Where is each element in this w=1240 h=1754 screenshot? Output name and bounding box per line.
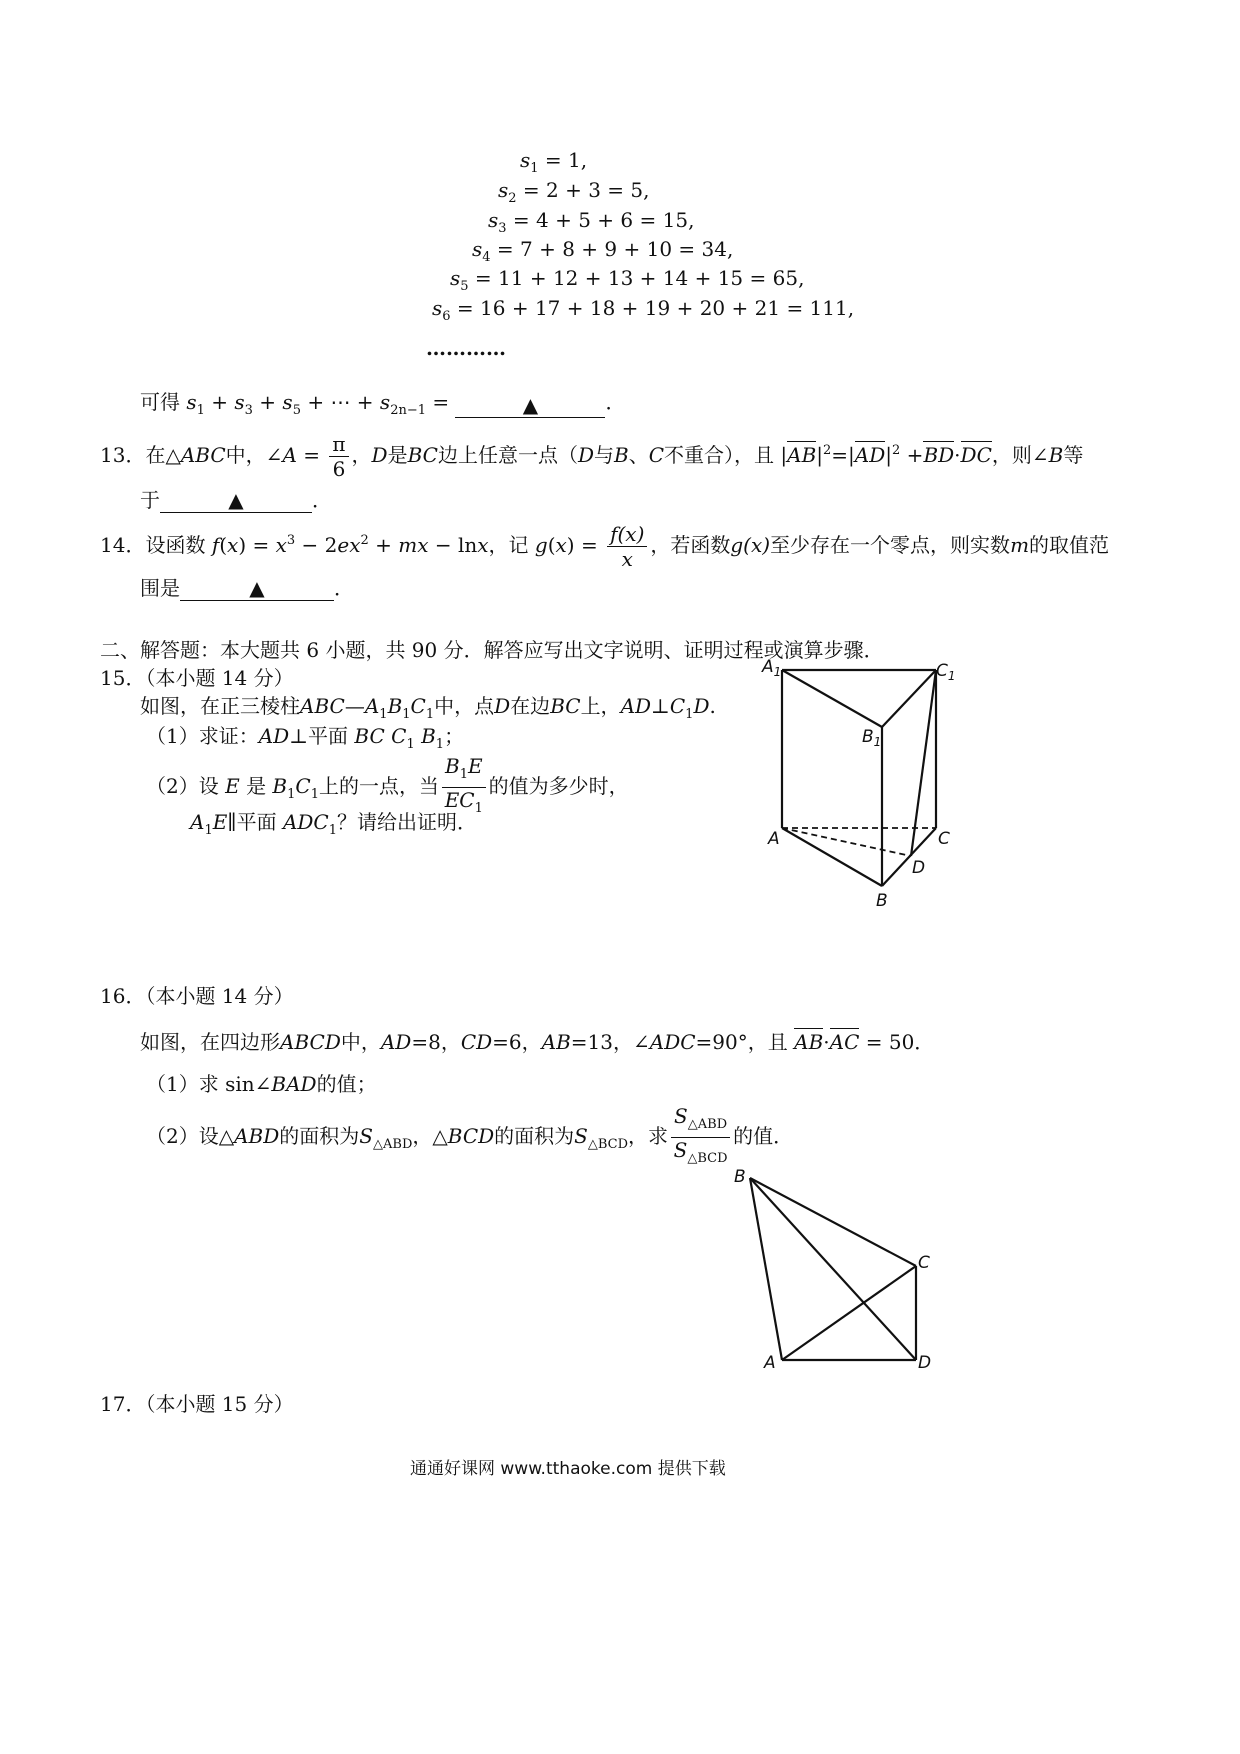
question-13-line2: 于 ▲ ． [140,488,332,512]
triangle-icon: ▲ [249,576,265,600]
label-d: D [912,858,926,878]
question-14-line2: 围是 ▲ ． [140,576,354,600]
seq-row-1: $s_1 = 1$, [520,148,588,176]
quadrilateral-figure [730,1162,960,1382]
answer-blank[interactable] [160,488,312,513]
seq-conclusion: 可得 $s_1 + s_3 + s_5$ + ⋯ + $s_{2n-1}$ = ▲ ． [140,390,626,418]
label-a: A [764,1353,776,1373]
answer-blank[interactable] [180,576,334,601]
fraction-pi-6: $\frac{\pi}{6}$ [329,432,348,481]
question-16-line1: 如图，在四边形ABCD中，AD=8，CD=6，AB=13，∠ADC=90°，且 AB·AC = 50． [140,1030,935,1054]
label-b: B [876,891,888,911]
edge-ba [750,1178,782,1360]
seq-row-5: $s_5 = 11 + 12 + 13 + 14 + 15 = 65$, [450,266,805,294]
label-b1: $B_1$ [862,727,882,749]
function-f: f [211,533,220,557]
seq-dots: ………… [426,336,506,360]
question-14: 14．设函数 $f(x) = x^3 - 2ex^2$ + mx − lnx，记 g(x) = $\frac{f(x)}{x}$ ，若函数g(x)至少存在一个零点，则实数m的取值范 [100,522,1110,571]
diagonal-ac [782,1266,916,1360]
fraction-area-ratio: $\frac{S_{\triangle ABD}}{S_{\triangle BCD}}$ [671,1104,730,1171]
question-15-part1: （1）求证：AD⊥平面 BC $C_1$ $B_1$； [146,724,465,752]
label-c: C [918,1253,930,1273]
answer-blank[interactable] [455,393,605,418]
label-a1: $A_1$ [762,657,782,679]
question-15-part2-line2: $A_1E\parallel$平面 $ADC_1$？请给出证明． [190,810,478,838]
prism-figure [750,648,980,918]
question-16-part2: （2）设△ABD的面积为$S_{\triangle ABD}$，△BCD的面积为$S_{\triangle BCD}$，求 $\frac{S_{\triangle ABD}}{S_{\triangle BCD}}$ 的值． [146,1104,793,1171]
seq-row-3: $s_3 = 4 + 5 + 6 = 15$, [488,208,695,236]
question-16-header: 16．（本小题 14 分） [100,984,294,1008]
label-c: C [938,829,950,849]
label-c1: $C_1$ [936,661,956,683]
question-13: 13．在△ABC中，∠A = $\frac{\pi}{6}$ ，D是BC边上任意一点（D与B、C不重合），且 $|AB|^2=|AD|^2 +BD\cdot DC$，则∠B等 [100,432,1084,481]
question-16-part1: （1）求 sin∠BAD的值； [146,1072,377,1096]
seq-row-6: $s_6 = 16 + 17 + 18 + 19 + 20 + 21 = 111$, [432,296,855,324]
page-footer: 通通好课网 www.tthaoke.com 提供下载 [410,1459,726,1479]
section-2-heading: 二、解答题：本大题共 6 小题，共 90 分．解答应写出文字说明、证明过程或演算步骤． [100,638,884,662]
triangle-icon: ▲ [522,393,539,417]
edge-ab [782,828,882,886]
edge-bc [882,828,936,886]
question-15-line1: 如图，在正三棱柱$ABC—A_1B_1C_1$中，点D在边BC上，$AD\perp C_1D$. [140,694,716,722]
question-15-part2: （2）设 E 是 $B_1C_1$上的一点，当 $\frac{B_1E}{EC_1}$ 的值为多少时， [146,754,629,821]
question-15-header: 15．（本小题 14 分） [100,666,294,690]
edge-ad-hidden [782,828,911,856]
fraction-fx-x: $\frac{f(x)}{x}$ [607,522,647,571]
label-b: B [734,1167,746,1187]
fraction-b1e-ec1: $\frac{B_1E}{EC_1}$ [442,754,486,821]
question-17-header: 17．（本小题 15 分） [100,1392,294,1416]
edge-b1c1 [882,670,936,727]
edge-a1b1 [782,670,882,727]
vector-equation: $|AB|^2=|AD|^2 +BD\cdot DC$ [774,443,992,467]
edge-bc [750,1178,916,1266]
seq-row-2: $s_2 = 2 + 3 = 5$, [498,178,650,206]
label-d: D [918,1353,932,1373]
triangle-icon: ▲ [228,488,244,512]
seq-row-4: $s_4 = 7 + 8 + 9 + 10 = 34$, [472,237,734,265]
diagonal-bd [750,1178,916,1360]
label-a: A [768,829,780,849]
